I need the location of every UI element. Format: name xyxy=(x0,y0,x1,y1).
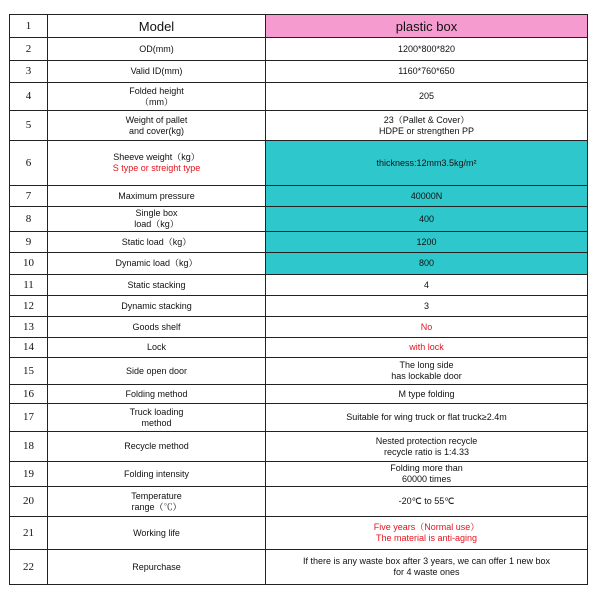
table-row xyxy=(10,517,588,550)
spec-value: -20℃ to 55℃ xyxy=(266,487,588,517)
table-row xyxy=(10,207,588,232)
spec-sheet xyxy=(9,14,587,585)
spec-label: OD(mm) xyxy=(48,38,266,61)
spec-value: 4 xyxy=(266,275,588,296)
spec-label: Maximum pressure xyxy=(48,186,266,207)
row-number: 17 xyxy=(10,404,48,432)
spec-label: Single box load（kg） xyxy=(48,207,266,232)
spec-label: Folding intensity xyxy=(48,462,266,487)
table-row xyxy=(10,432,588,462)
table-row xyxy=(10,38,588,61)
spec-value: 40000N xyxy=(266,186,588,207)
table-row xyxy=(10,462,588,487)
spec-label: Lock xyxy=(48,338,266,358)
row-number: 11 xyxy=(10,275,48,296)
spec-label: Dynamic stacking xyxy=(48,296,266,317)
table-row xyxy=(10,275,588,296)
spec-label: Temperature range（℃） xyxy=(48,487,266,517)
spec-value: Folding more than 60000 times xyxy=(266,462,588,487)
row-number: 7 xyxy=(10,186,48,207)
row-number: 1 xyxy=(10,15,48,38)
spec-value: 205 xyxy=(266,83,588,111)
spec-value: 1160*760*650 xyxy=(266,61,588,83)
spec-value: Suitable for wing truck or flat truck≥2.4m xyxy=(266,404,588,432)
spec-value: 23（Pallet & Cover） HDPE or strengthen PP xyxy=(266,111,588,141)
spec-value: Five years（Normal use） The material is anti-aging xyxy=(266,517,588,550)
table-row xyxy=(10,358,588,385)
table-row xyxy=(10,296,588,317)
spec-label: Static load（kg） xyxy=(48,232,266,253)
table-row xyxy=(10,61,588,83)
table-row xyxy=(10,404,588,432)
row-number: 15 xyxy=(10,358,48,385)
spec-label: Folding method xyxy=(48,385,266,404)
table-row xyxy=(10,317,588,338)
spec-value: Nested protection recycle recycle ratio is 1:4.33 xyxy=(266,432,588,462)
row-number: 20 xyxy=(10,487,48,517)
table-row xyxy=(10,253,588,275)
row-number: 3 xyxy=(10,61,48,83)
table-row xyxy=(10,186,588,207)
table-row xyxy=(10,111,588,141)
table-row xyxy=(10,385,588,404)
spec-label: Working life xyxy=(48,517,266,550)
spec-table xyxy=(9,14,588,585)
row-number: 8 xyxy=(10,207,48,232)
row-number: 12 xyxy=(10,296,48,317)
spec-label: Dynamic load（kg） xyxy=(48,253,266,275)
spec-label: Folded height （mm） xyxy=(48,83,266,111)
spec-value: thickness:12mm3.5kg/m² xyxy=(266,141,588,186)
row-number: 14 xyxy=(10,338,48,358)
table-row xyxy=(10,550,588,585)
row-number: 21 xyxy=(10,517,48,550)
spec-label: Recycle method xyxy=(48,432,266,462)
spec-value: with lock xyxy=(266,338,588,358)
spec-value: 1200*800*820 xyxy=(266,38,588,61)
table-row xyxy=(10,232,588,253)
table-row xyxy=(10,338,588,358)
spec-value: The long side has lockable door xyxy=(266,358,588,385)
header-row xyxy=(10,15,588,38)
table-row xyxy=(10,83,588,111)
spec-value: If there is any waste box after 3 years, we can offer 1 new box for 4 waste ones xyxy=(266,550,588,585)
row-number: 18 xyxy=(10,432,48,462)
spec-value: 400 xyxy=(266,207,588,232)
spec-label: Static stacking xyxy=(48,275,266,296)
row-number: 16 xyxy=(10,385,48,404)
model-header-value: plastic box xyxy=(266,15,588,38)
spec-label: Side open door xyxy=(48,358,266,385)
table-row xyxy=(10,141,588,186)
row-number: 19 xyxy=(10,462,48,487)
spec-value: M type folding xyxy=(266,385,588,404)
row-number: 22 xyxy=(10,550,48,585)
row-number: 13 xyxy=(10,317,48,338)
row-number: 10 xyxy=(10,253,48,275)
spec-label: Weight of pallet and cover(kg) xyxy=(48,111,266,141)
row-number: 9 xyxy=(10,232,48,253)
spec-label: Truck loading method xyxy=(48,404,266,432)
spec-value: 1200 xyxy=(266,232,588,253)
spec-value: 3 xyxy=(266,296,588,317)
spec-label: Valid ID(mm) xyxy=(48,61,266,83)
row-number: 4 xyxy=(10,83,48,111)
model-header-label: Model xyxy=(48,15,266,38)
spec-label: Sheeve weight（kg） S type or streight type xyxy=(48,141,266,186)
row-number: 2 xyxy=(10,38,48,61)
spec-label: Goods shelf xyxy=(48,317,266,338)
table-row xyxy=(10,487,588,517)
spec-value: No xyxy=(266,317,588,338)
spec-label: Repurchase xyxy=(48,550,266,585)
spec-value: 800 xyxy=(266,253,588,275)
row-number: 6 xyxy=(10,141,48,186)
row-number: 5 xyxy=(10,111,48,141)
